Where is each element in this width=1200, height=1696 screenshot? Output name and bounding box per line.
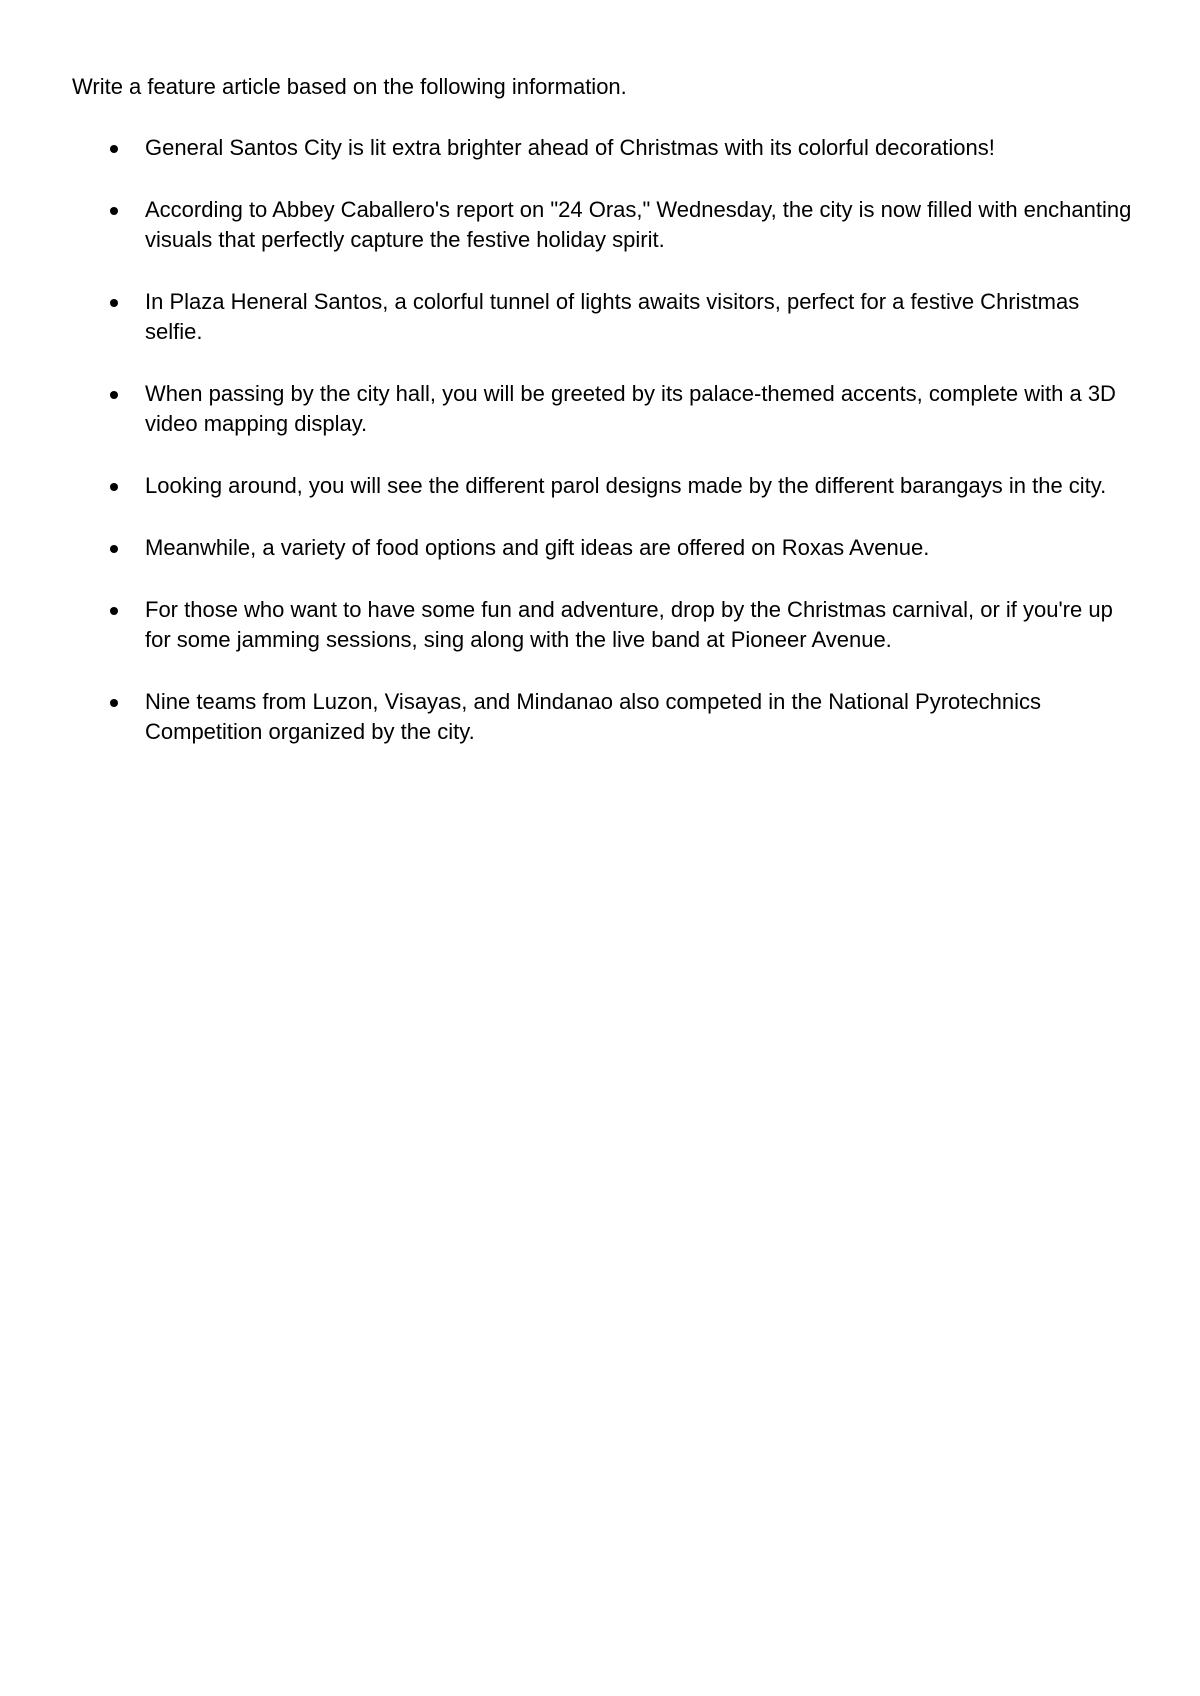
bullet-list	[72, 133, 1132, 779]
bullet-icon	[110, 145, 118, 153]
list-item-text: In Plaza Heneral Santos, a colorful tunnel of lights awaits visitors, perfect for a festive Christmas selfie.	[145, 289, 1080, 344]
bullet-icon	[110, 391, 118, 399]
bullet-icon	[110, 483, 118, 491]
bullet-icon	[110, 607, 118, 615]
list-item-text: For those who want to have some fun and adventure, drop by the Christmas carnival, or if you're up for some jamming sessions, sing along with the live band at Pioneer Avenue.	[145, 597, 1113, 652]
bullet-icon	[110, 699, 118, 707]
bullet-icon	[110, 299, 118, 307]
list-item	[72, 195, 1132, 255]
list-item	[72, 533, 1132, 563]
list-item-text: When passing by the city hall, you will be greeted by its palace-themed accents, complete with a 3D video mapping display.	[145, 381, 1116, 436]
list-item-text: Meanwhile, a variety of food options and gift ideas are offered on Roxas Avenue.	[145, 535, 930, 560]
list-item	[72, 133, 1132, 163]
list-item	[72, 595, 1132, 655]
list-item-text: According to Abbey Caballero's report on "24 Oras," Wednesday, the city is now filled with enchanting visuals that perfectly capture the festive holiday spirit.	[145, 197, 1132, 252]
intro-instruction: Write a feature article based on the following information.	[72, 74, 627, 99]
list-item	[72, 379, 1132, 439]
list-item	[72, 471, 1132, 501]
list-item	[72, 287, 1132, 347]
list-item-text: General Santos City is lit extra brighter ahead of Christmas with its colorful decorations!	[145, 135, 995, 160]
list-item-text: Looking around, you will see the different parol designs made by the different barangays in the city.	[145, 473, 1107, 498]
bullet-icon	[110, 545, 118, 553]
bullet-icon	[110, 207, 118, 215]
list-item	[72, 687, 1132, 747]
list-item-text: Nine teams from Luzon, Visayas, and Mindanao also competed in the National Pyrotechnics Competition organized by the city.	[145, 689, 1041, 744]
